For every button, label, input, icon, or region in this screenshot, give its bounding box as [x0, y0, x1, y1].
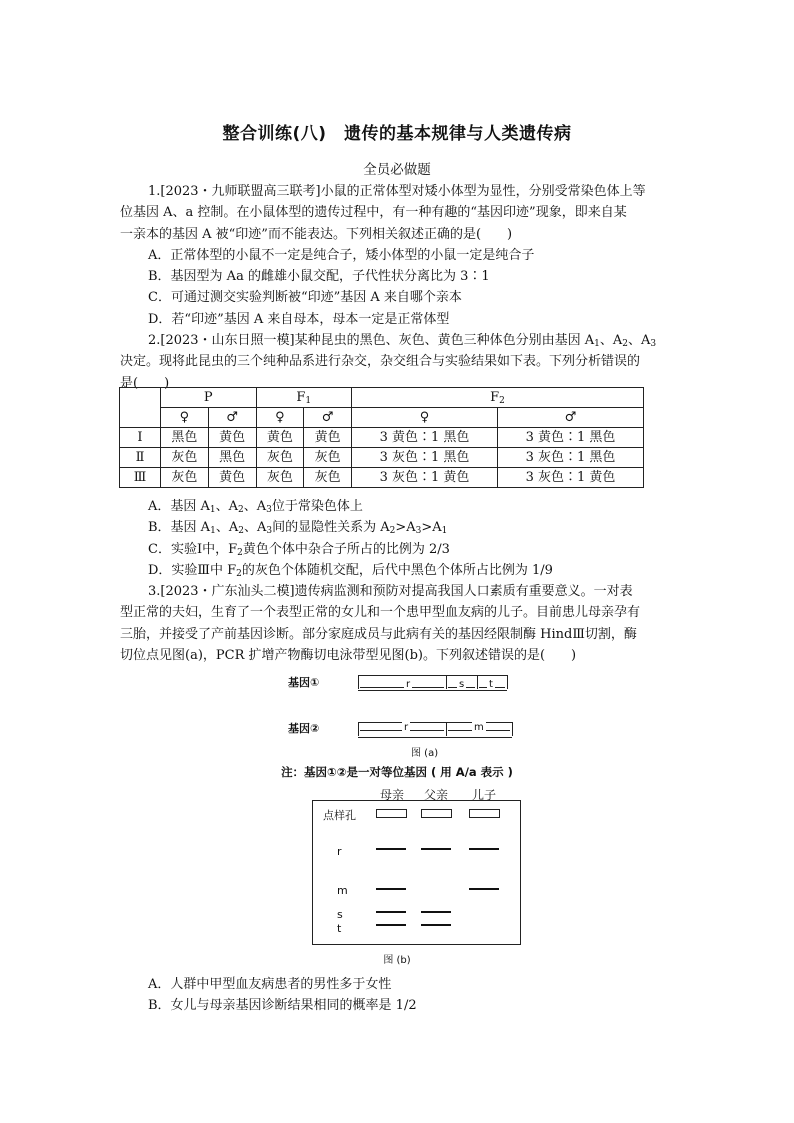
table-cell: 灰色	[304, 468, 352, 488]
table-cell: Ⅲ	[120, 468, 161, 488]
q2-option-a: A．基因 $A_1$、$A_2$、$A_3$位于常染色体上	[148, 499, 363, 515]
header-p: P	[161, 388, 257, 408]
q3-line: 3.[2023・广东汕头二模]遗传病监测和预防对提高我国人口素质有重要意义。一对表	[148, 584, 633, 599]
cut-site	[358, 722, 359, 736]
col-mother: 母亲	[380, 788, 405, 802]
question-2	[120, 330, 680, 394]
female-symbol: ♀	[256, 408, 304, 428]
table-cell: 黄色	[304, 428, 352, 448]
table-cell: 灰色	[256, 468, 304, 488]
table-row	[120, 468, 644, 488]
q3-line: 三胎，并接受了产前基因诊断。部分家庭成员与此病有关的基因经限制酶 HindⅢ切割，酶	[120, 626, 637, 642]
male-symbol: ♂	[497, 408, 643, 428]
q3-option-b: B．女儿与母亲基因诊断结果相同的概率是 1/2	[148, 998, 417, 1014]
well-son	[469, 809, 500, 818]
band-father-s	[421, 911, 451, 913]
row-well-label: 点样孔	[323, 809, 356, 822]
band-father-r	[421, 848, 451, 850]
q1-option-a: A．正常体型的小鼠不一定是纯合子，矮小体型的小鼠一定是纯合子	[148, 247, 535, 263]
table-cell: 3 灰色∶1 黑色	[497, 448, 643, 468]
table-cell: 黄色	[208, 468, 256, 488]
band-father-t	[421, 924, 451, 926]
question-2-options	[120, 496, 680, 581]
table-cell: 黄色	[256, 428, 304, 448]
q1-line: 位基因 A、a 控制。在小鼠体型的遗传过程中，有一种有趣的“基因印迹”现象，即来自某	[120, 205, 627, 221]
figure-b-caption: 图 (b)	[383, 955, 411, 966]
cut-site	[358, 675, 359, 689]
header-f2: $F_2$	[352, 388, 644, 408]
female-symbol: ♀	[161, 408, 209, 428]
table-corner	[120, 388, 161, 428]
figure-a-caption: 图 (a)	[411, 748, 439, 759]
segment-r	[360, 687, 444, 688]
col-father: 父亲	[424, 788, 449, 802]
table-row	[120, 428, 644, 448]
band-son-m	[469, 888, 499, 890]
table-cell: 灰色	[304, 448, 352, 468]
q2-line1-text: 2.[2023・山东日照一模]某种昆虫的黑色、灰色、黄色三种体色分别由基因 A	[148, 333, 595, 348]
table-cell: 黑色	[161, 428, 209, 448]
q1-line: 一亲本的基因 A 被“印迹”而不能表达。下列相关叙述正确的是( )	[120, 226, 513, 242]
col-son: 儿子	[472, 788, 497, 802]
gel-figure	[312, 800, 521, 945]
section-heading: 全员必做题	[363, 162, 431, 178]
band-mother-r	[376, 848, 406, 850]
question-3-options	[120, 974, 680, 1017]
cut-site	[477, 675, 478, 689]
question-1	[120, 181, 680, 330]
male-symbol: ♂	[304, 408, 352, 428]
q3-option-a: A．人群中甲型血友病患者的男性多于女性	[148, 977, 392, 992]
table-cell: 3 黄色∶1 黑色	[497, 428, 643, 448]
table-cell: 3 黄色∶1 黑色	[352, 428, 498, 448]
segment-t-label: t	[489, 679, 493, 690]
q2-option-d: D．实验Ⅲ中 $F_2$的灰色个体随机交配，后代中黑色个体所占比例为 1/9	[148, 562, 553, 579]
q1-option-b: B．基因型为 Aa 的雌雄小鼠交配，子代性状分离比为 3∶1	[148, 269, 490, 285]
row-s-label: s	[337, 908, 343, 921]
band-mother-s	[376, 911, 406, 913]
table-row	[120, 448, 644, 468]
table-cell: 黄色	[208, 428, 256, 448]
q3-line: 型正常的夫妇，生育了一个表型正常的女儿和一个患甲型血友病的儿子。目前患儿母亲孕有	[120, 605, 641, 621]
male-symbol: ♂	[208, 408, 256, 428]
q2-line: 决定。现将此昆虫的三个纯种品系进行杂交，杂交组合与实验结果如下表。下列分析错误的	[120, 354, 641, 370]
cut-site	[507, 675, 508, 689]
question-3	[120, 581, 680, 666]
header-f1: $F_1$	[256, 388, 352, 408]
q3-line: 切位点见图(a)，PCR 扩增产物酶切电泳带型见图(b)。下列叙述错误的是( )	[120, 647, 577, 663]
gene1-label: 基因①	[288, 676, 320, 689]
figure-a	[284, 668, 544, 768]
q1-option-c: C．可通过测交实验判断被“印迹”基因 A 来自哪个亲本	[148, 290, 462, 306]
gene2-label: 基因②	[288, 722, 320, 735]
table-cell: 灰色	[256, 448, 304, 468]
female-symbol: ♀	[352, 408, 498, 428]
table-cell: 灰色	[161, 468, 209, 488]
segment-r-label: r	[406, 679, 411, 690]
q2-line: 2.[2023・山东日照一模]某种昆虫的黑色、灰色、黄色三种体色分别由基因 $A_1$、$A_2$、$A_3$	[148, 333, 657, 349]
segment-m-label: m	[474, 722, 484, 733]
table-cell: Ⅰ	[120, 428, 161, 448]
well-father	[421, 809, 452, 818]
band-son-r	[469, 848, 499, 850]
table-cell: 3 灰色∶1 黄色	[497, 468, 643, 488]
figure-note: 注：基因①②是一对等位基因 ( 用 A/a 表示 )	[281, 765, 513, 779]
table-cell: 灰色	[161, 448, 209, 468]
table-cell: 3 灰色∶1 黄色	[352, 468, 498, 488]
cross-table	[119, 387, 644, 488]
q2-option-b: B．基因 $A_1$、$A_2$、$A_3$间的显隐性关系为 $A_2>A_3>A_1$	[148, 520, 448, 537]
table-cell: 3 灰色∶1 黑色	[352, 448, 498, 468]
band-mother-t	[376, 924, 406, 926]
q1-line: 1.[2023・九师联盟高三联考]小鼠的正常体型对矮小体型为显性，分别受常染色体上等	[148, 184, 646, 199]
gene1-bar	[358, 675, 507, 691]
q2-option-c: C．实验Ⅰ中，$F_2$黄色个体中杂合子所占的比例为 2/3	[148, 541, 450, 558]
table-cell: 黑色	[208, 448, 256, 468]
page-title: 整合训练(八) 遗传的基本规律与人类遗传病	[222, 124, 572, 144]
table-cell: Ⅱ	[120, 448, 161, 468]
cut-site	[512, 722, 513, 736]
well-mother	[376, 809, 407, 818]
row-r-label: r	[337, 845, 342, 858]
band-mother-m	[376, 888, 406, 890]
segment-s-label: s	[459, 679, 465, 690]
q1-option-d: D．若“印迹”基因 A 来自母本，母本一定是正常体型	[148, 311, 450, 327]
cut-site	[446, 722, 447, 736]
cut-site	[446, 675, 447, 689]
row-t-label: t	[337, 922, 342, 935]
segment-r-label: r	[404, 722, 409, 733]
q2-line: 是( )	[120, 375, 170, 391]
row-m-label: m	[337, 884, 348, 897]
